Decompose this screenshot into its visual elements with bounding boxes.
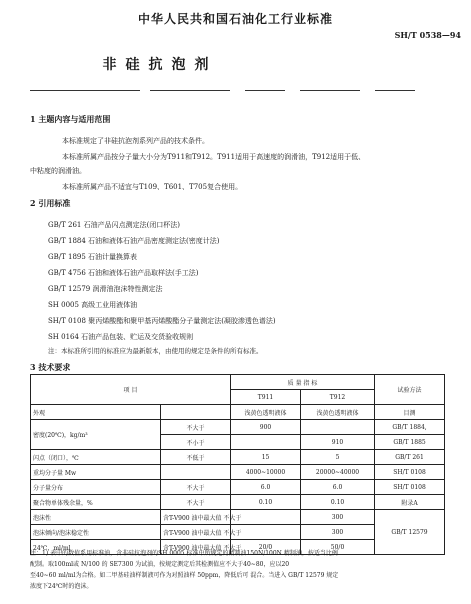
header-quality: 质 量 指 标 <box>231 375 375 390</box>
cell-sub: 不小于 <box>161 435 231 450</box>
cell-item: 重均分子量 Mw <box>31 465 161 480</box>
cell-method: 目测 <box>375 405 445 420</box>
cell-t911 <box>231 510 301 525</box>
cell-item: 密度(20℃)，kg/m³ <box>31 420 161 450</box>
standard-header: 中华人民共和国石油化工行业标准 <box>137 12 333 26</box>
cell-method: GB/T 1885 <box>375 435 445 450</box>
cell-t911: 6.0 <box>231 480 301 495</box>
reference-item: SH/T 0108 聚丙烯酸酯和聚甲基丙烯酸酯分子量测定法(凝胶渗透色谱法) <box>48 317 276 325</box>
cell-t912: 5 <box>301 450 375 465</box>
cell-t911: 15 <box>231 450 301 465</box>
cell-item: 24℃，ml/ml <box>31 540 161 555</box>
table-row <box>31 465 445 480</box>
table-footnote: 注：1) 表中的数值系用标准油，含非硅抗泡剂的SH 0005 标准中所规定的精制油150N/100N 精制油，按适当比例 <box>30 550 338 557</box>
cell-item: 外观 <box>31 405 161 420</box>
table-footnote: 至40~60 ml/ml为合格。如二甲基硅油样制液可作为对照油样 50ppm，降低后可 混合。当进入 GB/T 12579 规定 <box>30 572 339 579</box>
paragraph: 中粘度的润滑油。 <box>30 167 86 175</box>
paragraph: 本标准所属产品不适宜与T109、T601、T705复合使用。 <box>62 183 243 191</box>
cell-method: 附录A <box>375 495 445 510</box>
document-title: 非硅抗泡剂 <box>102 57 218 73</box>
table-footnote: 浓度下24℃时的泡沫。 <box>30 583 93 590</box>
header-method: 试验方法 <box>375 375 445 405</box>
cell-sub: 不大于 <box>161 495 231 510</box>
section-3-heading: 3 技术要求 <box>30 362 71 372</box>
table-row <box>31 405 445 420</box>
cell-t912 <box>301 420 375 435</box>
cell-t912: 300 <box>301 525 375 540</box>
cell-sub: 含T-V900 油中最大值 不大于 <box>161 510 231 525</box>
reference-item: GB/T 1895 石油计量换算表 <box>48 253 138 261</box>
table-row <box>31 480 445 495</box>
cell-sub <box>161 465 231 480</box>
cell-t911: 4000~10000 <box>231 465 301 480</box>
paragraph: 本标准所属产品按分子量大小分为T911和T912。T911适用于高速度的润滑油，T912适用于低、 <box>62 153 366 161</box>
cell-t911: 900 <box>231 420 301 435</box>
table-footnote: 配制。取100ml或 N/100 的 SE7300 为试油，按规定测定后其检测值应不大于40~80，应以20 <box>30 561 290 568</box>
cell-item: 分子量分布 <box>31 480 161 495</box>
cell-t912: 20000~40000 <box>301 465 375 480</box>
cell-t912: 0.10 <box>301 495 375 510</box>
cell-sub: 含T-V900 油中最大值 不大于 <box>161 540 231 555</box>
cell-sub: 不大于 <box>161 420 231 435</box>
header-t912: T912 <box>301 390 375 405</box>
table-row <box>31 495 445 510</box>
divider <box>375 90 415 91</box>
cell-t911: 20/0 <box>231 540 301 555</box>
header-t911: T911 <box>231 390 301 405</box>
cell-method: GB/T 261 <box>375 450 445 465</box>
cell-sub: 不大于 <box>161 480 231 495</box>
paragraph: 本标准规定了非硅抗泡剂系列产品的技术条件。 <box>62 137 209 145</box>
divider <box>300 90 360 91</box>
cell-sub: 含T-V900 油中最大值 不大于 <box>161 525 231 540</box>
table-row <box>31 450 445 465</box>
cell-item: 泡沫性 <box>31 510 161 525</box>
reference-item: GB/T 12579 润滑油泡沫特性测定法 <box>48 285 163 293</box>
cell-method: SH/T 0108 <box>375 480 445 495</box>
cell-t911 <box>231 435 301 450</box>
cell-t912: 6.0 <box>301 480 375 495</box>
cell-sub: 不低于 <box>161 450 231 465</box>
header-item: 项 目 <box>31 375 231 405</box>
cell-t912: 910 <box>301 435 375 450</box>
divider <box>150 90 230 91</box>
cell-sub <box>161 405 231 420</box>
cell-t912: 浅黄色透明液体 <box>301 405 375 420</box>
section-1-heading: 1 主题内容与适用范围 <box>30 114 111 124</box>
standard-code: SH/T 0538—94 <box>394 30 461 40</box>
cell-method: GB/T 1884, <box>375 420 445 435</box>
divider <box>30 90 140 91</box>
cell-item: 泡沫倾向/泡沫稳定性 <box>31 525 161 540</box>
section-2-heading: 2 引用标准 <box>30 198 71 208</box>
table-row <box>31 510 445 525</box>
spec-table <box>30 374 445 555</box>
cell-method: SH/T 0108 <box>375 465 445 480</box>
reference-item: GB/T 4756 石油和液体石油产品取样法(手工法) <box>48 269 199 277</box>
reference-item: GB/T 261 石油产品闪点测定法(闭口杯法) <box>48 221 181 229</box>
reference-item: SH 0005 高级工业用液体油 <box>48 301 138 309</box>
cell-item: 聚合物单体残余量，% <box>31 495 161 510</box>
cell-t911: 0.10 <box>231 495 301 510</box>
reference-note: 注：本标准所引用的标准应为最新版本，由使用的规定是条件的所有标准。 <box>48 347 263 355</box>
cell-t912: 50/0 <box>301 540 375 555</box>
reference-item: SH 0164 石油产品包装、贮运及交货验收规则 <box>48 333 194 341</box>
cell-t912: 300 <box>301 510 375 525</box>
reference-item: GB/T 1884 石油和液体石油产品密度测定法(密度计法) <box>48 237 220 245</box>
cell-method: GB/T 12579 <box>375 510 445 555</box>
divider <box>245 90 285 91</box>
table-header-row <box>31 375 445 390</box>
cell-t911 <box>231 525 301 540</box>
cell-t911: 浅黄色透明液体 <box>231 405 301 420</box>
table-row <box>31 420 445 435</box>
cell-item: 闪点（闭口），℃ <box>31 450 161 465</box>
